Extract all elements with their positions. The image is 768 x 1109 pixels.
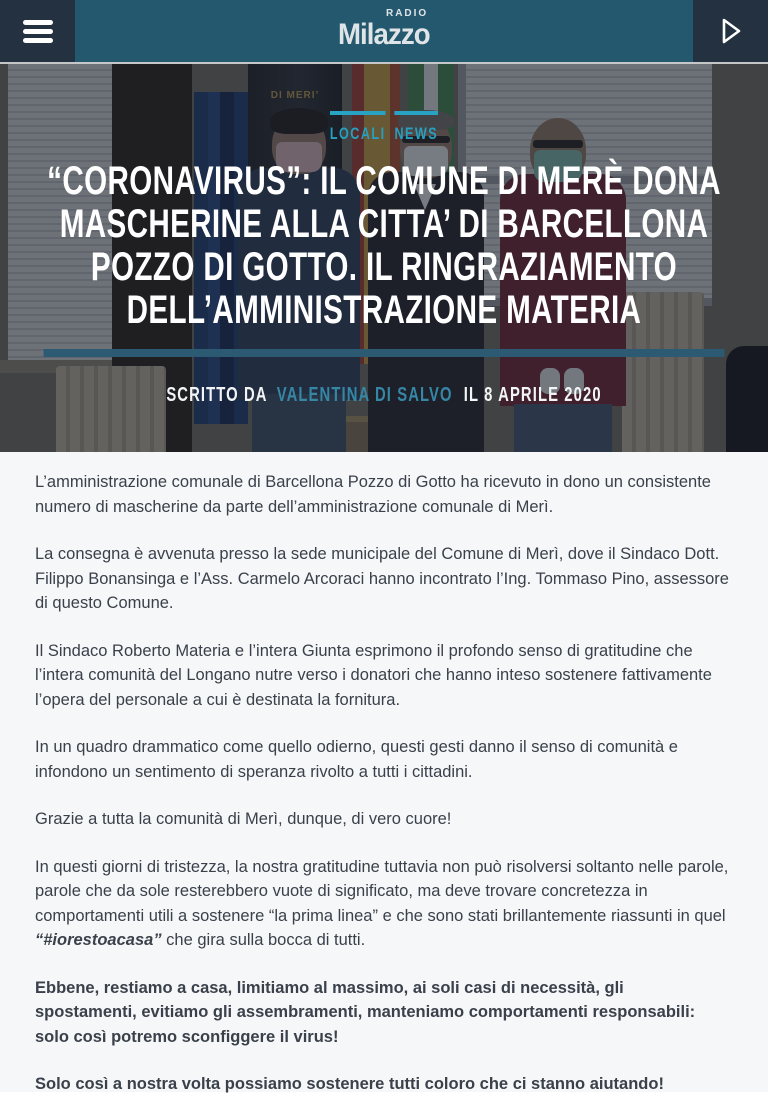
category-label[interactable]: LOCALI [329, 124, 386, 143]
logo-name-text: Milazzo [338, 18, 430, 51]
category-label[interactable]: NEWS [394, 124, 439, 143]
menu-button[interactable] [0, 0, 75, 62]
byline-prefix: SCRITTO DA [166, 384, 268, 406]
category-locali[interactable] [330, 111, 386, 144]
author-link[interactable]: VALENTINA DI SALVO [276, 384, 453, 406]
app-header [0, 0, 768, 62]
logo-wrap [334, 10, 434, 52]
logo-radio-text: RADIO [385, 8, 429, 19]
byline-date: IL 8 APRILE 2020 [463, 384, 602, 406]
category-bar [330, 111, 386, 115]
article-paragraph: Solo così a nostra volta possiamo sostenere tutti coloro che ci stanno aiutando! [35, 1075, 664, 1093]
article-paragraph: Grazie a tutta la comunità di Merì, dunque, di vero cuore! [35, 810, 452, 828]
play-icon[interactable] [719, 17, 743, 45]
article-paragraph: Ebbene, restiamo a casa, limitiamo al massimo, ai soli casi di necessità, gli spostamenti, evitiamo gli assembramenti, manteniamo comportamenti responsabili: solo così potremo sconfiggere il virus! [35, 978, 696, 1046]
title-divider-rule [44, 349, 725, 357]
article-paragraph: Il Sindaco Roberto Materia e l’intera Giunta esprimono il profondo senso di gratitudine che l’intera comunità del Longano nutre verso i donatori che hanno inteso sostenere fattivamente l’opera del personale a cui è destinata la fornitura. [35, 641, 712, 709]
play-button[interactable] [693, 0, 768, 62]
category-news[interactable] [394, 111, 438, 144]
hero-photo [0, 64, 768, 452]
article-paragraph: L’amministrazione comunale di Barcellona Pozzo di Gotto ha ricevuto in dono un consistente numero di mascherine da parte dell’amministrazione comunale di Merì. [35, 473, 711, 516]
hamburger-menu-icon[interactable] [23, 20, 53, 43]
byline [44, 384, 725, 407]
category-bar [394, 111, 438, 115]
hero-content [44, 111, 725, 407]
article-body [0, 452, 768, 1092]
article-title: “CORONAVIRUS”: IL COMUNE DI MERÈ DONA MASCHERINE ALLA CITTA’ DI BARCELLONA POZZO DI GOTTO. IL RINGRAZIAMENTO DELL’AMMINISTRAZIONE MATERIA [47, 159, 721, 332]
article-paragraph: La consegna è avvenuta presso la sede municipale del Comune di Merì, dove il Sindaco Dott. Filippo Bonansinga e l’Ass. Carmelo Arcoraci hanno incontrato l’Ing. Tommaso Pino, assessore di questo Comune. [35, 545, 729, 612]
category-tags [44, 111, 725, 144]
article-paragraph: In un quadro drammatico come quello odierno, questi gesti danno il senso di comunità e infondono un sentimento di speranza rivolto a tutti i cittadini. [35, 738, 678, 781]
article-paragraph: In questi giorni di tristezza, la nostra gratitudine tuttavia non può risolversi soltanto nelle parole, parole che da sole resterebbero vuote di significato, ma deve trovare concretezza in comportamenti utili a sostenere “la prima linea” e che sono stati brillantemente riassunti in quel “#iorestoacasa” che gira sulla bocca di tutti. [35, 857, 729, 949]
radio-milazzo-logo[interactable] [0, 0, 768, 62]
